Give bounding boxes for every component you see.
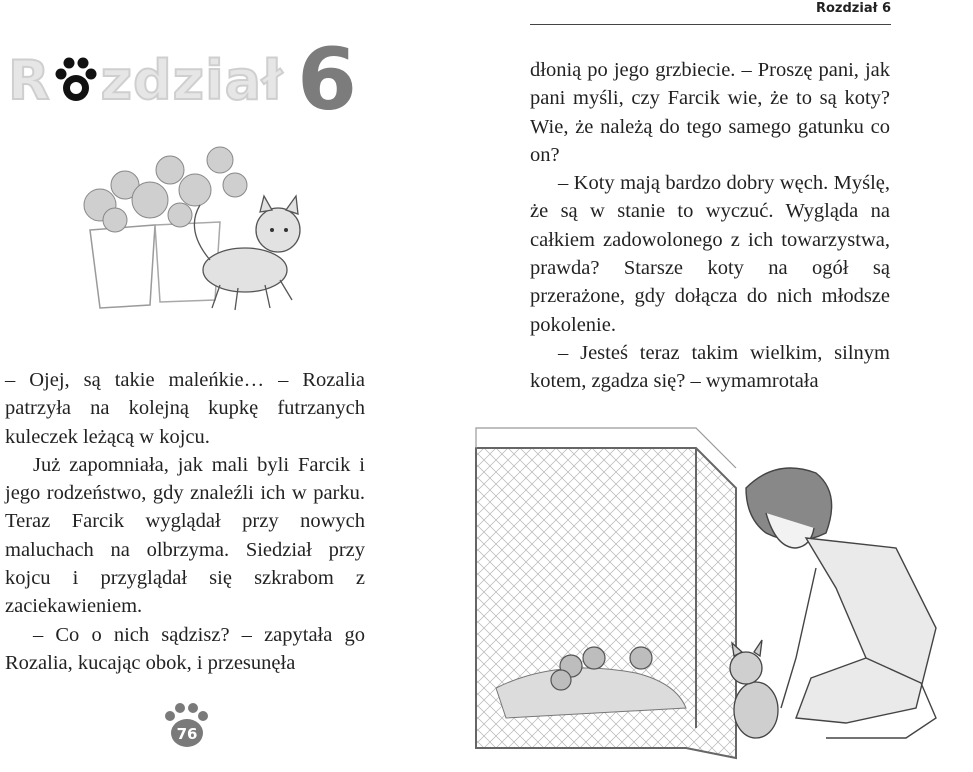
paragraph: Już zapomniała, jak mali byli Farcik i jego rodzeństwo, gdy znaleźli ich w parku. Teraz Farcik wyglądał przy nowych maluchach na olbrzyma. Siedział przy kojcu i przyglądał się szkrabom z zaciekawieniem.	[5, 453, 365, 618]
illustration-girl-kittens-pen	[466, 418, 971, 768]
right-body-text	[530, 56, 890, 396]
paragraph: dłonią po jego grzbiecie. – Proszę pani, jak pani myśli, czy Farcik wie, że to są koty? Wie, że należą do tego samego gatunku co on?	[530, 59, 890, 166]
paw-print-icon	[53, 54, 99, 106]
paragraph: – Jesteś teraz takim wielkim, silnym kotem, zgadza się? – wymamrotała	[530, 341, 890, 393]
running-head: Rozdział 6	[815, 1, 891, 16]
page-number-badge	[160, 702, 212, 750]
right-page	[486, 0, 973, 768]
left-body-text	[5, 366, 365, 677]
chapter-heading	[8, 30, 388, 130]
left-page	[0, 0, 486, 768]
paragraph: – Ojej, są takie maleńkie… – Rozalia patrzyła na kolejną kupkę futrzanych kuleczek leżącą w kojcu.	[5, 369, 365, 448]
header-rule	[530, 24, 891, 25]
paragraph: – Koty mają bardzo dobry węch. Myślę, że są w stanie to wyczuć. Wygląda na całkiem zadowolonego z ich towarzystwa, prawda? Starsze koty na ogół są przerażone, gdy dołącza do nich młodsze pokolenie.	[530, 172, 890, 336]
illustration-kitten-flowers	[60, 130, 320, 320]
paragraph: – Co o nich sądzisz? – zapytała go Rozalia, kucając obok, i przesunęła	[5, 623, 365, 674]
page-number: 76	[176, 725, 198, 743]
chapter-title: R zdział	[8, 48, 284, 112]
chapter-number: 6	[297, 30, 357, 130]
